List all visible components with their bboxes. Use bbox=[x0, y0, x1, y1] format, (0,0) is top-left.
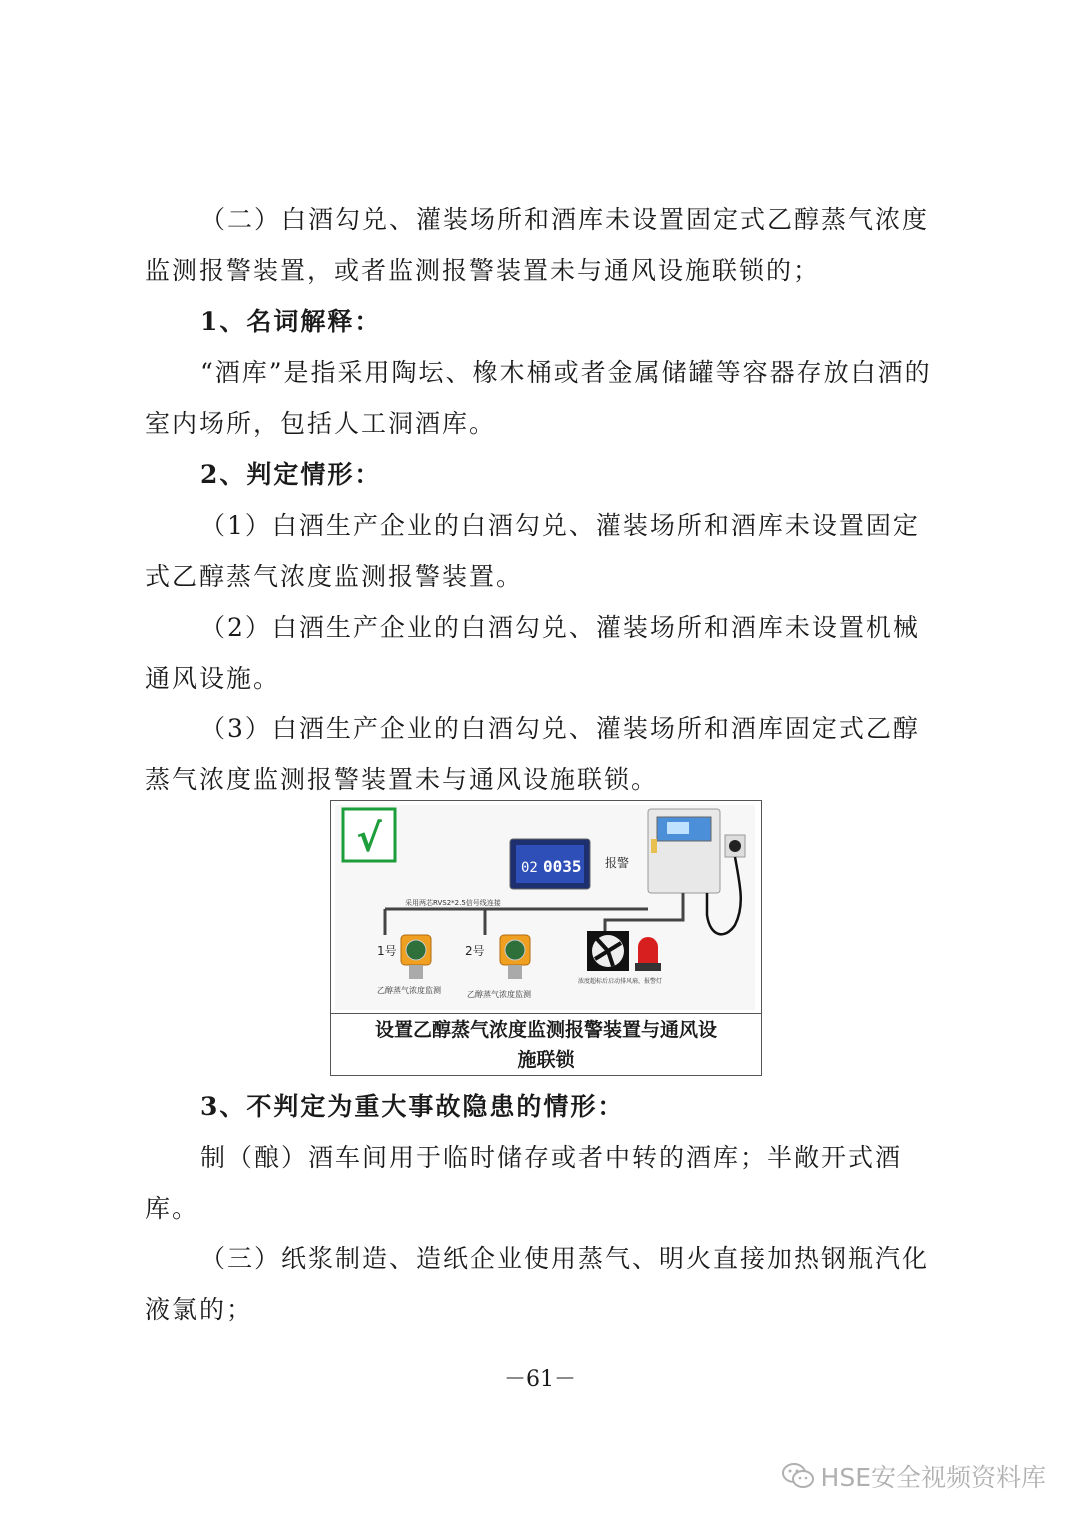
figure-caption-line-1: 设置乙醇蒸气浓度监测报警装置与通风设 bbox=[374, 1019, 717, 1041]
cable-label: 采用两芯RVS2*2.5信号线连接 bbox=[405, 899, 501, 907]
gas-detector-2 bbox=[500, 935, 530, 979]
exclusion-heading: 3、不判定为重大事故隐患的情形： bbox=[200, 1092, 625, 1121]
figure-caption-line-2: 施联锁 bbox=[517, 1049, 575, 1071]
display-value: 0035 bbox=[543, 857, 582, 876]
gas-detector-1 bbox=[401, 935, 431, 979]
exhaust-fan-icon bbox=[587, 931, 629, 971]
display-channel: 02 bbox=[521, 860, 538, 876]
figure-caption bbox=[331, 1013, 761, 1075]
interlock-diagram bbox=[335, 805, 755, 1010]
section2-heading: （二）白酒勾兑、灌装场所和酒库未设置固定式乙醇蒸气浓度监测报警装置，或者监测报警装置未与通风设施联锁的； bbox=[145, 205, 930, 285]
detector-1-label: 1号 bbox=[377, 944, 397, 958]
criteria-heading: 2、判定情形： bbox=[200, 460, 382, 489]
exclusion-text: 制（酿）酒车间用于临时储存或者中转的酒库；半敞开式酒库。 bbox=[145, 1143, 903, 1223]
detector-2-label: 2号 bbox=[465, 944, 485, 958]
page-number: －61－ bbox=[504, 1367, 576, 1392]
watermark bbox=[781, 1458, 1046, 1494]
check-mark-icon: √ bbox=[356, 816, 382, 860]
alarm-label: 报警 bbox=[605, 856, 630, 870]
section3-heading: （三）纸浆制造、造纸企业使用蒸气、明火直接加热钢瓶汽化液氯的； bbox=[145, 1244, 930, 1324]
wechat-icon bbox=[781, 1462, 815, 1490]
detector-2-caption: 乙醇蒸气浓度监测 bbox=[467, 990, 531, 999]
watermark-text: HSE安全视频资料库 bbox=[820, 1463, 1046, 1492]
criteria-item-3: （3）白酒生产企业的白酒勾兑、灌装场所和酒库固定式乙醇蒸气浓度监测报警装置未与通风设施联锁。 bbox=[145, 714, 920, 794]
alarm-light-icon bbox=[635, 937, 661, 971]
criteria-item-2: （2）白酒生产企业的白酒勾兑、灌装场所和酒库未设置机械通风设施。 bbox=[145, 613, 920, 693]
criteria-item-1: （1）白酒生产企业的白酒勾兑、灌装场所和酒库未设置固定式乙醇蒸气浓度监测报警装置。 bbox=[145, 511, 920, 591]
fan-caption: 浓度超标后启动排风扇，报警灯 bbox=[578, 978, 663, 985]
term-text: “酒库”是指采用陶坛、橡木桶或者金属储罐等容器存放白酒的室内场所，包括人工洞酒库。 bbox=[145, 358, 932, 438]
interlock-figure bbox=[330, 800, 762, 1076]
term-heading: 1、名词解释： bbox=[200, 307, 382, 336]
detector-1-caption: 乙醇蒸气浓度监测 bbox=[377, 986, 441, 995]
